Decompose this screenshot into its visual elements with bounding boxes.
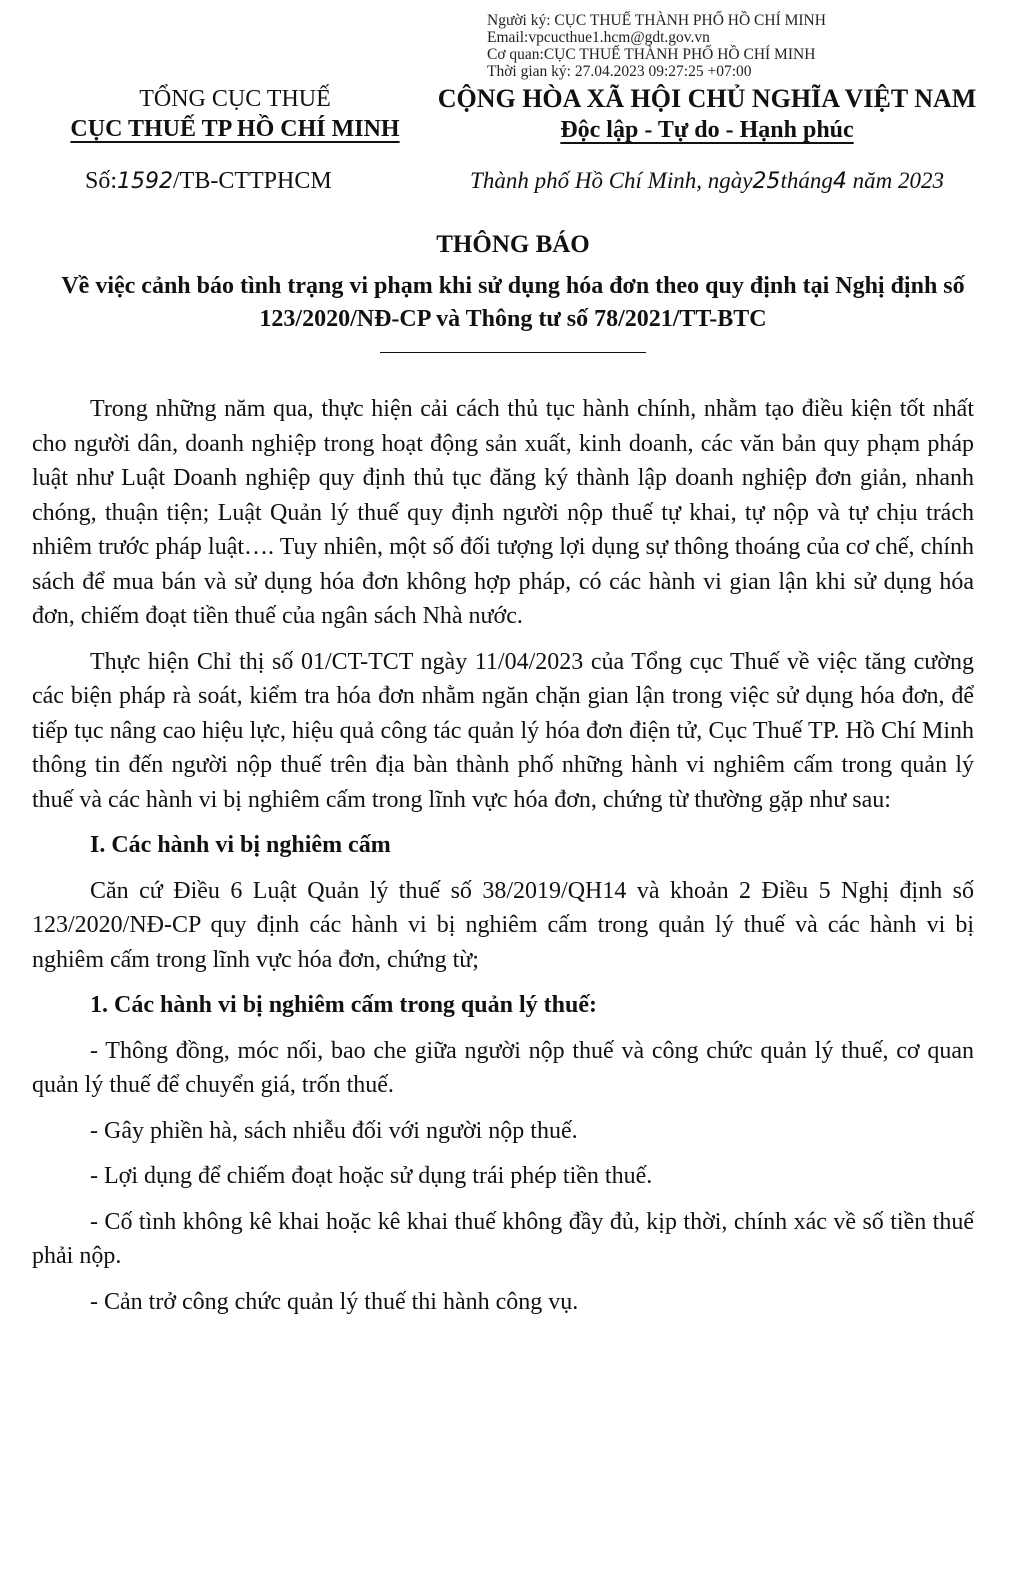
body-paragraph: Thực hiện Chỉ thị số 01/CT-TCT ngày 11/04/2023 của Tổng cục Thuế về việc tăng cường các biện pháp rà soát, kiểm tra hóa đơn nhằm ngăn chặn gian lận trong việc sử dụng hóa đơn, để tiếp tục nâng cao hiệu lực, hiệu quả công tác quản lý hóa đơn điện tử, Cục Thuế TP. Hồ Chí Minh thông tin đến người nộp thuế trên địa bàn thành phố những hành vi nghiêm cấm trong quản lý thuế và các hành vi bị nghiêm cấm trong lĩnh vực hóa đơn, chứng từ thường gặp như sau: (32, 648, 974, 813)
subsection-heading: 1. Các hành vi bị nghiêm cấm trong quản lý thuế: (90, 992, 597, 1018)
document-number (40, 166, 430, 197)
date-year: năm 2023 (852, 168, 944, 193)
list-item: - Cản trở công chức quản lý thuế thi hành công vụ. (90, 1288, 579, 1315)
document-number-handwritten: 1592 (117, 169, 174, 194)
section-heading: I. Các hành vi bị nghiêm cấm (90, 832, 391, 858)
date-prefix: Thành phố Hồ Chí Minh, ngày (470, 168, 753, 193)
national-header-block (412, 84, 1002, 197)
document-body (32, 392, 974, 1319)
document-number-suffix: /TB-CTTPHCM (173, 168, 332, 194)
list-item: - Gây phiền hà, sách nhiễu đối với người nộp thuế. (90, 1117, 578, 1144)
signature-email: Email:vpcucthue1.hcm@gdt.gov.vn (487, 29, 710, 46)
agency-name: CỤC THUẾ TP HỒ CHÍ MINH (70, 116, 400, 142)
document-title: THÔNG BÁO (436, 231, 590, 258)
date-month-label: tháng (780, 168, 833, 193)
list-item: - Cố tình không kê khai hoặc kê khai thuế không đầy đủ, kịp thời, chính xác về số tiền thuế phải nộp. (32, 1208, 974, 1269)
body-paragraph: Trong những năm qua, thực hiện cải cách thủ tục hành chính, nhằm tạo điều kiện tốt nhất cho người dân, doanh nghiệp trong hoạt động sản xuất, kinh doanh, các văn bản quy phạm pháp luật như Luật Doanh nghiệp quy định thủ tục đăng ký thành lập doanh nghiệp đơn giản, nhanh chóng, thuận tiện; Luật Quản lý thuế quy định người nộp thuế tự khai, tự nộp và tự chịu trách nhiêm trước pháp luật…. Tuy nhiên, một số đối tượng lợi dụng sự thông thoáng của cơ chế, chính sách để mua bán và sử dụng hóa đơn không hợp pháp, có các hành vi gian lận khi sử dụng hóa đơn, chiếm đoạt tiền thuế của ngân sách Nhà nước. (32, 396, 974, 629)
signature-organization: Cơ quan:CỤC THUẾ THÀNH PHỐ HỒ CHÍ MINH (487, 46, 816, 63)
signature-time: Thời gian ký: 27.04.2023 09:27:25 +07:00 (487, 63, 752, 80)
date-day-handwritten: 25 (752, 169, 781, 194)
digital-signature-block (487, 12, 826, 80)
document-subtitle: Về việc cảnh báo tình trạng vi phạm khi sử dụng hóa đơn theo quy định tại Nghị định số 123/2020/NĐ-CP và Thông tư số 78/2021/TT-BTC (61, 273, 965, 332)
body-paragraph: Căn cứ Điều 6 Luật Quản lý thuế số 38/2019/QH14 và khoản 2 Điều 5 Nghị định số 123/2020/NĐ-CP quy định các hành vi bị nghiêm cấm trong quản lý thuế và các hành vi bị nghiêm cấm trong lĩnh vực hóa đơn, chứng từ; (32, 877, 974, 973)
title-divider (380, 352, 646, 353)
list-item: - Lợi dụng để chiếm đoạt hoặc sử dụng trái phép tiền thuế. (90, 1163, 653, 1189)
date-line (412, 166, 1002, 197)
signature-signer: Người ký: CỤC THUẾ THÀNH PHỐ HỒ CHÍ MINH (487, 12, 826, 29)
nation-name: CỘNG HÒA XÃ HỘI CHỦ NGHĨA VIỆT NAM (437, 84, 977, 113)
issuing-agency-block (40, 84, 430, 197)
document-number-prefix: Số: (85, 168, 118, 194)
list-item: - Thông đồng, móc nối, bao che giữa người nộp thuế và công chức quản lý thuế, cơ quan quản lý thuế để chuyển giá, trốn thuế. (32, 1037, 974, 1098)
date-month-handwritten: 4 (832, 169, 847, 194)
agency-parent: TỔNG CỤC THUẾ (139, 86, 331, 112)
national-motto: Độc lập - Tự do - Hạnh phúc (560, 117, 854, 143)
